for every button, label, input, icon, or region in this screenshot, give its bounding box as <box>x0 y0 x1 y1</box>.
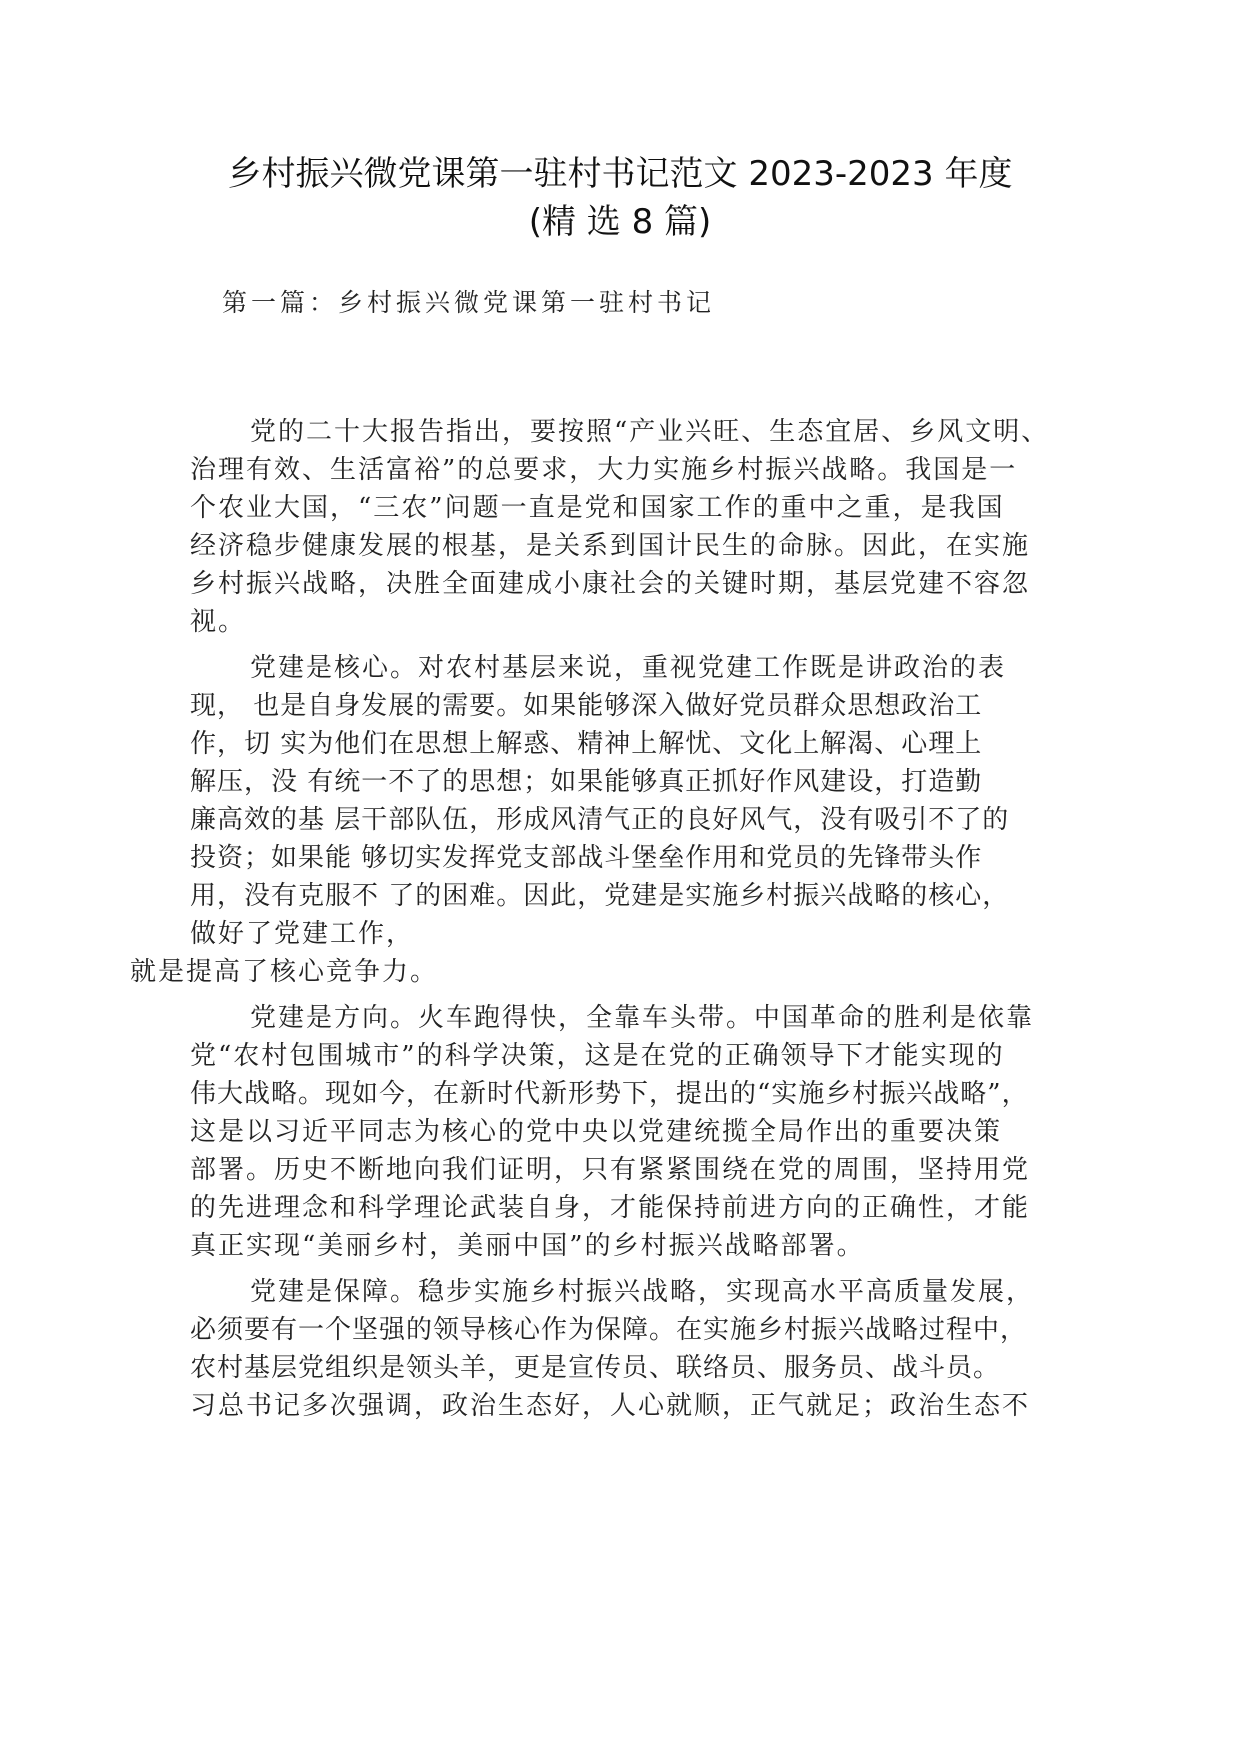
section-heading: 第一篇：乡村振兴微党课第一驻村书记 <box>222 288 716 317</box>
text-line: 现， 也是自身发展的需要。如果能够深入做好党员群众思想政治工 <box>190 691 983 721</box>
paragraph-1 <box>190 413 1060 641</box>
text-line: 党建是核心。对农村基层来说，重视党建工作既是讲政治的表 <box>250 653 1007 683</box>
text-line: 党的二十大报告指出，要按照“产业兴旺、生态宜居、乡风文明、 <box>250 417 1050 447</box>
text-line: 解压，没 有统一不了的思想；如果能够真正抓好作风建设，打造勤 <box>190 767 983 797</box>
text-line: 乡村振兴战略，决胜全面建成小康社会的关键时期，基层党建不容忽 <box>190 569 1031 599</box>
title-line-1: 乡村振兴微党课第一驻村书记范文 2023-2023 年度 <box>227 154 1013 194</box>
text-line: 习总书记多次强调，政治生态好，人心就顺，正气就足；政治生态不 <box>190 1391 1031 1421</box>
text-line: 部署。历史不断地向我们证明，只有紧紧围绕在党的周围，坚持用党 <box>190 1155 1031 1185</box>
text-line: 党“农村包围城市”的科学决策，这是在党的正确领导下才能实现的 <box>190 1041 1005 1071</box>
document-title <box>150 150 1090 246</box>
text-line: 伟大战略。现如今，在新时代新形势下，提出的“实施乡村振兴战略”， <box>190 1079 1029 1109</box>
paragraph-4 <box>190 1273 1060 1425</box>
paragraph-3 <box>190 999 1060 1265</box>
text-line: 用，没有克服不 了的困难。因此，党建是实施乡村振兴战略的核心， <box>190 881 1010 911</box>
text-line: 个农业大国，“三农”问题一直是党和国家工作的重中之重，是我国 <box>190 493 1005 523</box>
text-line: 必须要有一个坚强的领导核心作为保障。在实施乡村振兴战略过程中， <box>190 1315 1028 1345</box>
text-line: 农村基层党组织是领头羊，更是宣传员、联络员、服务员、战斗员。 <box>190 1353 1001 1383</box>
text-line: 作，切 实为他们在思想上解惑、精神上解忧、文化上解渴、心理上 <box>190 729 983 759</box>
title-line-2: (精 选 8 篇) <box>528 202 712 242</box>
text-line: 做好了党建工作， <box>190 919 415 949</box>
text-line: 真正实现“美丽乡村，美丽中国”的乡村振兴战略部署。 <box>190 1231 865 1261</box>
text-line: 廉高效的基 层干部队伍，形成风清气正的良好风气，没有吸引不了的 <box>190 805 1010 835</box>
text-line: 经济稳步健康发展的根基，是关系到国计民生的命脉。因此，在实施 <box>190 531 1031 561</box>
document-body <box>130 413 1060 1425</box>
text-line: 党建是方向。火车跑得快，全靠车头带。中国革命的胜利是依靠 <box>250 1003 1035 1033</box>
text-line: 党建是保障。稳步实施乡村振兴战略，实现高水平高质量发展， <box>250 1277 1035 1307</box>
text-line: 治理有效、生活富裕”的总要求，大力实施乡村振兴战略。我国是一 <box>190 455 1018 485</box>
paragraph-2 <box>130 649 1060 991</box>
text-line: 就是提高了核心竞争力。 <box>130 957 439 987</box>
text-line: 这是以习近平同志为核心的党中央以党建统揽全局作出的重要决策 <box>190 1117 1003 1147</box>
text-line: 视。 <box>190 607 247 637</box>
text-line: 投资；如果能 够切实发挥党支部战斗堡垒作用和党员的先锋带头作 <box>190 843 983 873</box>
text-line: 的先进理念和科学理论武装自身，才能保持前进方向的正确性，才能 <box>190 1193 1031 1223</box>
